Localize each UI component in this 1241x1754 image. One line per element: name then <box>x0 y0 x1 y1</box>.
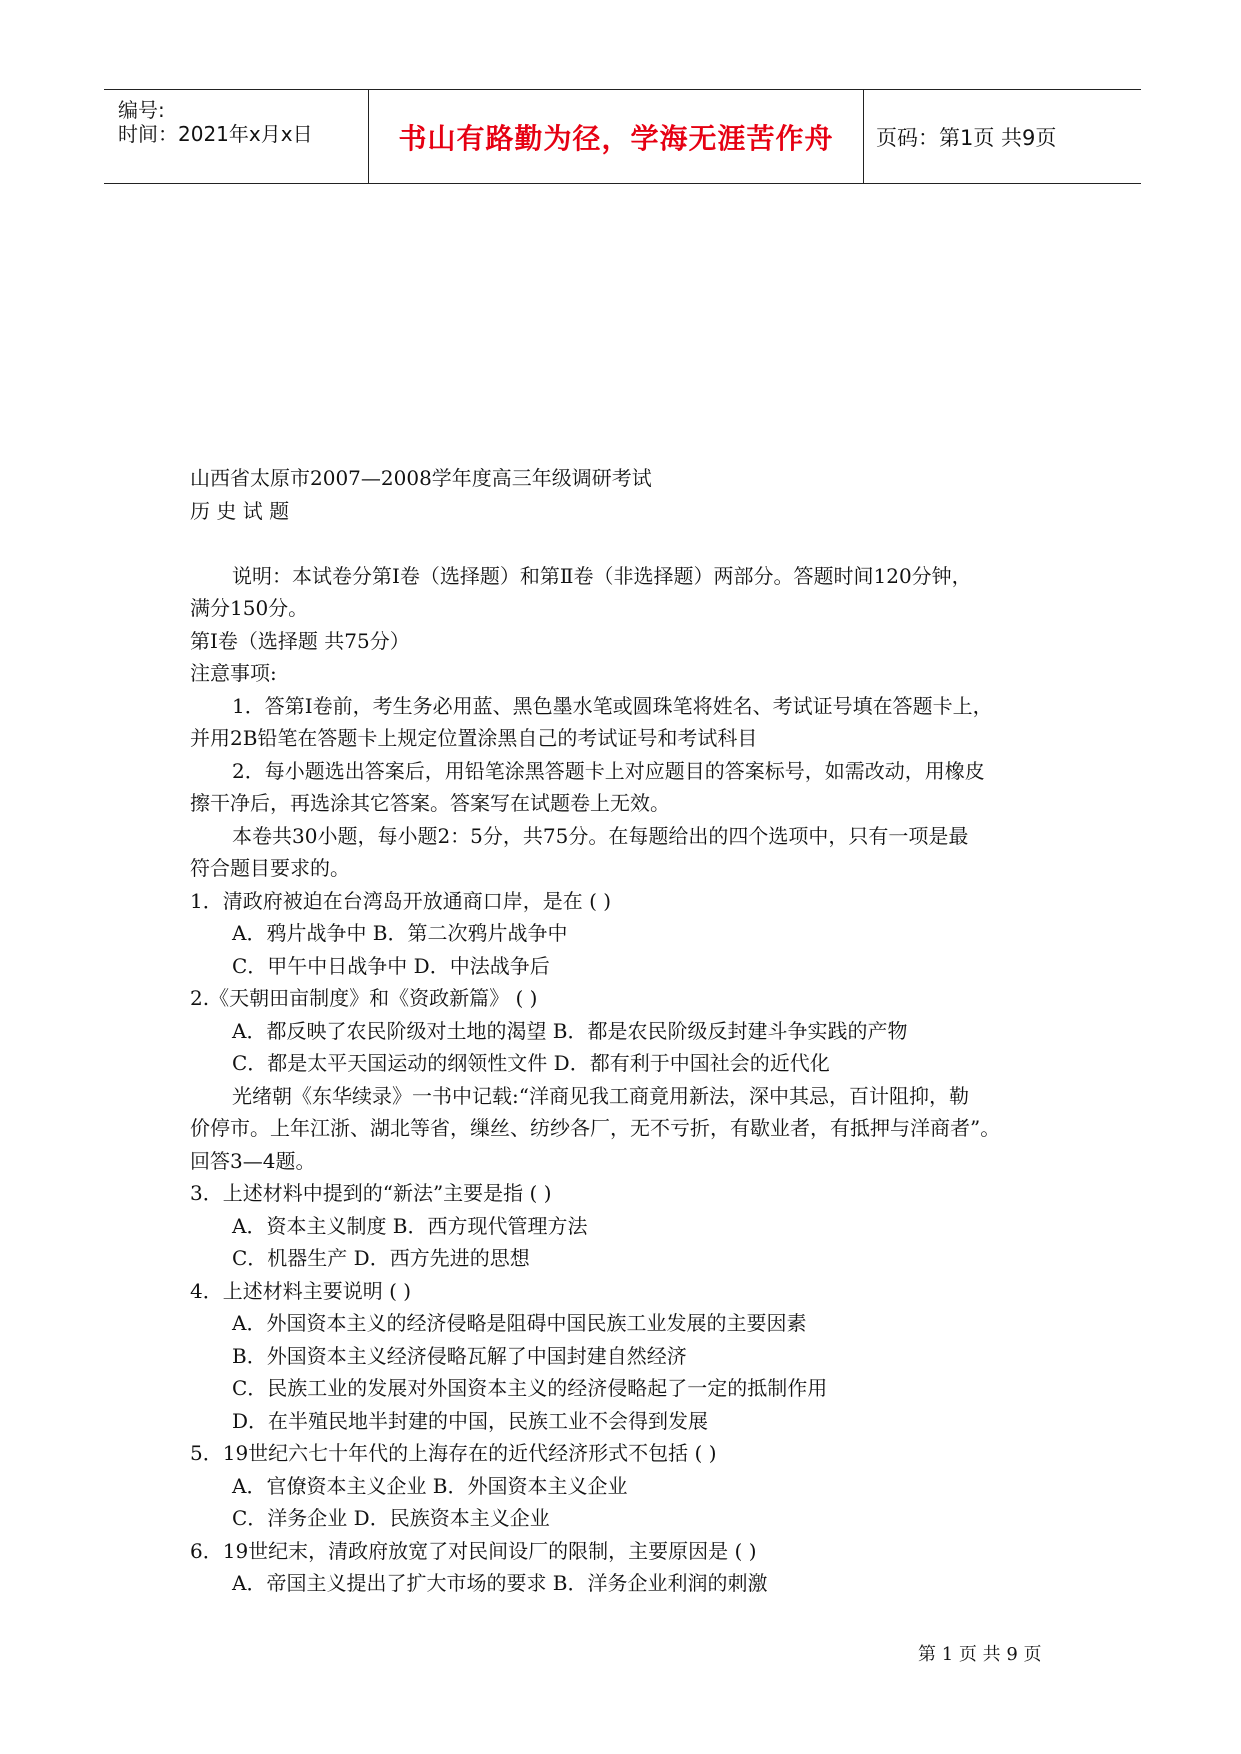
text-line: 符合题目要求的。 <box>190 856 350 880</box>
text-line: 第Ⅰ卷（选择题 共75分） <box>190 628 410 653</box>
text-line: B．外国资本主义经济侵略瓦解了中国封建自然经济 <box>232 1343 687 1368</box>
text-line: A．鸦片战争中 B．第二次鸦片战争中 <box>232 921 568 945</box>
text-line: 历 史 试 题 <box>190 498 290 523</box>
exam-content <box>190 462 1070 1600</box>
text-line: 并用2B铅笔在答题卡上规定位置涂黑自己的考试证号和考试科目 <box>190 726 758 750</box>
text-line: C．机器生产 D．西方先进的思想 <box>232 1246 530 1270</box>
text-line: A．都反映了农民阶级对土地的渴望 B．都是农民阶级反封建斗争实践的产物 <box>232 1018 908 1043</box>
text-line: C．洋务企业 D．民族资本主义企业 <box>232 1506 550 1530</box>
text-line: 山西省太原市2007—2008学年度高三年级调研考试 <box>190 466 652 490</box>
header-page-code: 页码：第1页 共9页 <box>876 125 1057 150</box>
document-time-label: 时间：2021年x月x日 <box>118 122 313 146</box>
text-line: A．外国资本主义的经济侵略是阻碍中国民族工业发展的主要因素 <box>232 1311 807 1335</box>
text-line: D．在半殖民地半封建的中国，民族工业不会得到发展 <box>232 1408 709 1433</box>
text-line: C．民族工业的发展对外国资本主义的经济侵略起了一定的抵制作用 <box>232 1376 828 1400</box>
text-line: 本卷共30小题，每小题2：5分，共75分。在每题给出的四个选项中，只有一项是最 <box>232 823 969 848</box>
text-line: 4．上述材料主要说明 ( ) <box>190 1278 412 1303</box>
text-line: A．官僚资本主义企业 B．外国资本主义企业 <box>232 1473 628 1498</box>
text-line: 光绪朝《东华续录》一书中记载:“洋商见我工商竟用新法，深中其忌，百计阻抑，勒 <box>232 1083 969 1108</box>
text-line: 2.《天朝田亩制度》和《资政新篇》 ( ) <box>190 986 538 1010</box>
text-line: 1．答第Ⅰ卷前，考生务必用蓝、黑色墨水笔或圆珠笔将姓名、考试证号填在答题卡上， <box>232 693 993 718</box>
text-line: 价停市。上年江浙、湖北等省，缫丝、纺纱各厂，无不亏折，有歇业者，有抵押与洋商者”。 <box>190 1116 1001 1140</box>
header-motto: 书山有路勤为径，学海无涯苦作舟 <box>398 121 834 155</box>
text-line: 满分150分。 <box>190 596 309 620</box>
text-line: 6．19世纪末，清政府放宽了对民间设厂的限制，主要原因是 ( ) <box>190 1538 757 1563</box>
page-header <box>104 89 1141 184</box>
text-line: 说明：本试卷分第Ⅰ卷（选择题）和第Ⅱ卷（非选择题）两部分。答题时间120分钟， <box>232 563 972 588</box>
text-line: A．帝国主义提出了扩大市场的要求 B．洋务企业利润的刺激 <box>232 1571 768 1595</box>
text-line: A．资本主义制度 B．西方现代管理方法 <box>232 1213 588 1238</box>
header-info-cell <box>104 90 369 183</box>
text-line <box>190 527 1070 560</box>
page-footer-number: 第 1 页 共 9 页 <box>918 1644 1042 1665</box>
text-line: 5．19世纪六七十年代的上海存在的近代经济形式不包括 ( ) <box>190 1441 717 1465</box>
text-line: 3．上述材料中提到的“新法”主要是指 ( ) <box>190 1181 552 1205</box>
document-number-label: 编号: <box>118 98 165 122</box>
text-line: 回答3—4题。 <box>190 1148 316 1173</box>
header-motto-cell <box>369 90 864 183</box>
text-line: 2．每小题选出答案后，用铅笔涂黑答题卡上对应题目的答案标号，如需改动，用橡皮 <box>232 758 985 783</box>
text-line: 擦干净后，再选涂其它答案。答案写在试题卷上无效。 <box>190 791 670 815</box>
text-line: 1．清政府被迫在台湾岛开放通商口岸，是在 ( ) <box>190 888 612 913</box>
text-line: 注意事项: <box>190 661 277 685</box>
text-line: C．都是太平天国运动的纲领性文件 D．都有利于中国社会的近代化 <box>232 1051 830 1075</box>
header-page-cell <box>864 90 1141 183</box>
text-line: C．甲午中日战争中 D．中法战争后 <box>232 953 550 978</box>
